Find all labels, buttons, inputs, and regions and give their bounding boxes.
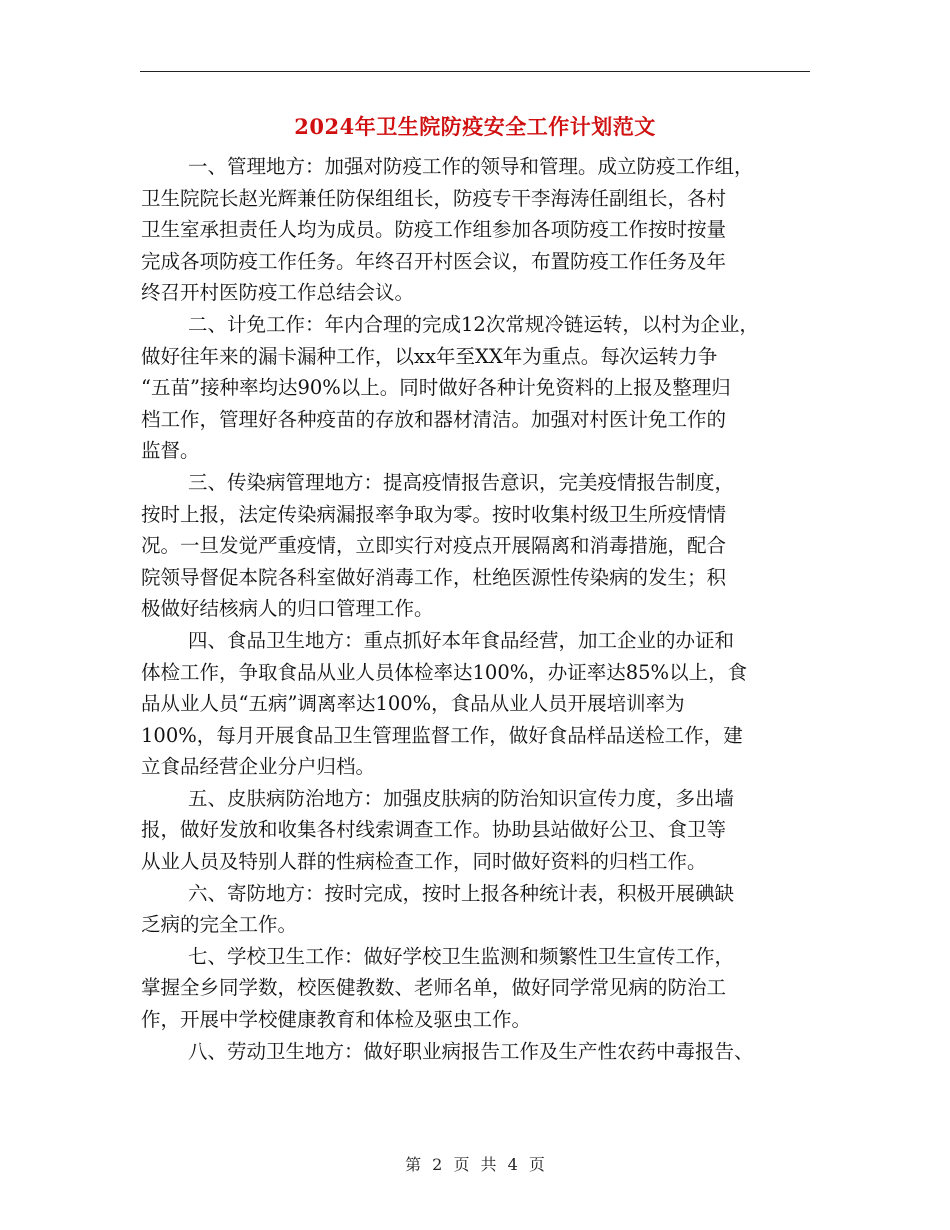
text-line: 终召开村医防疫工作总结会议。	[141, 281, 415, 305]
text-line: 八、劳动卫生地方：做好职业病报告工作及生产性农药中毒报告、	[188, 1039, 754, 1063]
text-line: 三、传染病管理地方：提高疫情报告意识，完美疫情报告制度，	[188, 470, 735, 494]
text-line: 档工作，管理好各种疫苗的存放和器材清洁。加强对村医计免工作的	[141, 407, 727, 431]
text-line: 极做好结核病人的归口管理工作。	[141, 597, 434, 621]
text-line: 监督。	[141, 439, 200, 463]
paragraph	[141, 625, 811, 783]
text-line: 立食品经营企业分户归档。	[141, 755, 376, 779]
text-line: 乏病的完全工作。	[141, 913, 298, 937]
paragraph	[141, 151, 811, 309]
paragraph	[141, 878, 811, 941]
text-line: “五苗”接种率均达90%以上。同时做好各种计免资料的上报及整理归	[141, 376, 731, 400]
text-line: 按时上报，法定传染病漏报率争取为零。按时收集村级卫生所疫情情	[141, 502, 727, 526]
paragraph	[141, 309, 811, 467]
paragraph	[141, 783, 811, 878]
text-line: 掌握全乡同学数，校医健教数、老师名单，做好同学常见病的防治工	[141, 976, 727, 1000]
text-line: 从业人员及特别人群的性病检查工作，同时做好资料的归档工作。	[141, 850, 707, 874]
text-line: 院领导督促本院各科室做好消毒工作，杜绝医源性传染病的发生；积	[141, 565, 727, 589]
document-title: 2024年卫生院防疫安全工作计划范文	[294, 114, 656, 139]
text-line: 五、皮肤病防治地方：加强皮肤病的防治知识宣传力度，多出墙	[188, 786, 735, 810]
text-line: 况。一旦发觉严重疫情，立即实行对疫点开展隔离和消毒措施，配合	[141, 534, 727, 558]
text-line: 卫生室承担责任人均为成员。防疫工作组参加各项防疫工作按时按量	[141, 218, 727, 242]
text-line: 报，做好发放和收集各村线索调查工作。协助县站做好公卫、食卫等	[141, 818, 727, 842]
text-line: 一、管理地方：加强对防疫工作的领导和管理。成立防疫工作组，	[188, 155, 754, 178]
header-rule	[140, 71, 810, 72]
text-line: 四、食品卫生地方：重点抓好本年食品经营，加工企业的办证和	[188, 628, 735, 652]
text-line: 品从业人员“五病”调离率达100%，食品从业人员开展培训率为	[141, 692, 685, 716]
text-line: 体检工作，争取食品从业人员体检率达100%，办证率达85%以上，食	[141, 660, 748, 684]
paragraph	[141, 1036, 811, 1068]
text-line: 六、寄防地方：按时完成，按时上报各种统计表，积极开展碘缺	[188, 881, 735, 905]
text-line: 作，开展中学校健康教育和体检及驱虫工作。	[141, 1008, 532, 1032]
text-line: 七、学校卫生工作：做好学校卫生监测和频繁性卫生宣传工作，	[188, 944, 735, 968]
text-line: 100%，每月开展食品卫生管理监督工作，做好食品样品送检工作，建	[141, 723, 743, 747]
text-line: 卫生院院长赵光辉兼任防保组组长，防疫专干李海涛任副组长，各村	[141, 186, 727, 210]
text-line: 做好往年来的漏卡漏种工作，以xx年至XX年为重点。每次运转力争	[141, 344, 718, 368]
paragraph	[141, 941, 811, 1036]
text-line: 二、计免工作：年内合理的完成12次常规冷链运转，以村为企业，	[188, 312, 759, 336]
text-line: 完成各项防疫工作任务。年终召开村医会议，布置防疫工作任务及年	[141, 249, 727, 273]
paragraph	[141, 467, 811, 625]
document-body	[141, 151, 811, 1067]
page-footer: 第 2 页 共 4 页	[405, 1155, 545, 1174]
